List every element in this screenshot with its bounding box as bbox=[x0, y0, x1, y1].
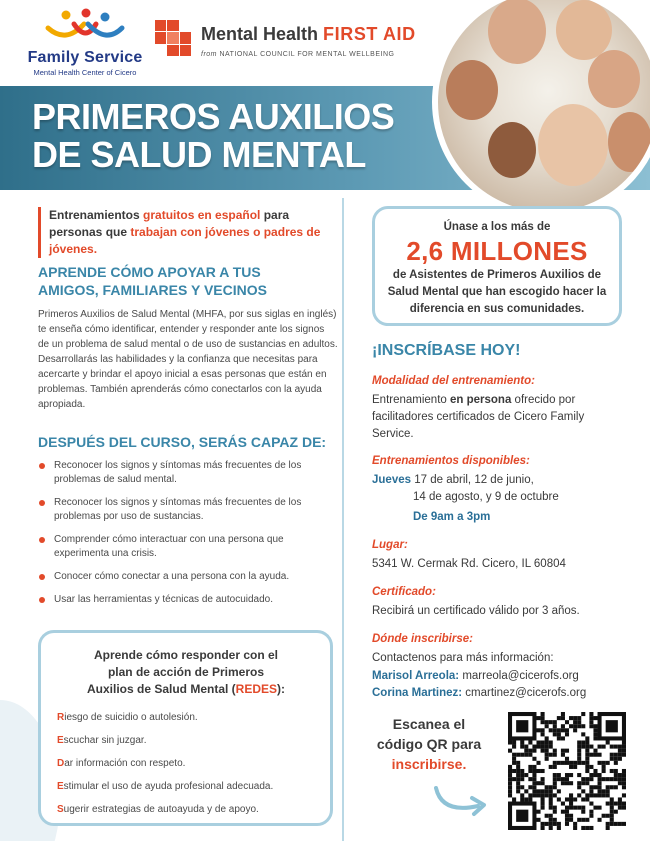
after-list bbox=[38, 459, 338, 616]
list-item-text: Comprender cómo interactuar con una persona que experimenta una crisis. bbox=[54, 534, 284, 559]
redes-letter: E bbox=[57, 781, 64, 792]
list-item bbox=[38, 459, 338, 487]
mhfa-title bbox=[201, 24, 416, 45]
family-service-subtitle: Mental Health Center of Cicero bbox=[33, 68, 137, 77]
redes-title-line3 bbox=[51, 681, 321, 698]
family-service-name: Family Service bbox=[27, 49, 143, 66]
modalidad-label: Modalidad del entrenamiento: bbox=[372, 375, 535, 387]
learn-heading-line2: AMIGOS, FAMILIARES Y VECINOS bbox=[38, 282, 267, 298]
mhfa-title-part2: FIRST AID bbox=[323, 24, 416, 44]
after-heading: DESPUÉS DEL CURSO, SERÁS CAPAZ DE: bbox=[38, 434, 327, 450]
page-title-line1: PRIMEROS AUXILIOS bbox=[32, 96, 395, 137]
page-title bbox=[32, 98, 394, 174]
certificado-label: Certificado: bbox=[372, 586, 436, 598]
family-figures-icon bbox=[20, 8, 150, 44]
list-item bbox=[57, 734, 273, 747]
contact-corina[interactable] bbox=[372, 685, 622, 702]
learn-paragraph: Primeros Auxilios de Salud Mental (MHFA, por sus siglas en inglés) te enseña cómo identificar, entender y responder ante los signos de un problema de salud mental o de uso de sustancias en adultos. Desarrollarás las habilidades y la confianza que necesitas para acercarte y brindar el apoyo inicial a esas personas que están en problemas. También aprenderás cómo conectarlos con la ayuda apropiada. bbox=[38, 309, 338, 410]
redes-box bbox=[38, 630, 333, 826]
redes-title-line1: Aprende cómo responder con el bbox=[93, 648, 279, 662]
mhfa-from-prefix: from bbox=[201, 51, 217, 58]
face-image bbox=[538, 104, 608, 186]
bullet-icon bbox=[39, 537, 45, 543]
list-item-text: Usar las herramientas y técnicas de autocuidado. bbox=[54, 594, 274, 605]
column-divider bbox=[342, 198, 344, 841]
face-image bbox=[588, 50, 640, 108]
modalidad-text-c: ofrecido por facilitadores certificados de Cicero Family Service. bbox=[372, 394, 585, 440]
mhfa-from-org: NATIONAL COUNCIL FOR MENTAL WELLBEING bbox=[219, 51, 395, 58]
redes-title-line3c: ): bbox=[277, 682, 286, 696]
join-line3: de Asistentes de Primeros Auxilios de Salud Mental que han escogido hacer la diferencia en sus comunidades. bbox=[387, 269, 607, 315]
contact-name: Marisol Arreola: bbox=[372, 670, 460, 682]
donde-label: Dónde inscribirse: bbox=[372, 633, 473, 645]
list-item bbox=[38, 533, 338, 561]
scan-line2: código QR para bbox=[376, 736, 482, 752]
modalidad-text-a: Entrenamiento bbox=[372, 394, 450, 406]
intro-part4: trabajan con jóvenes o padres de jóvenes. bbox=[49, 225, 321, 256]
join-big-number: 2,6 MILLONES bbox=[406, 236, 588, 266]
face-image bbox=[488, 0, 546, 64]
scan-line1: Escanea el bbox=[392, 716, 466, 732]
learn-heading-line1: APRENDE CÓMO APOYAR A TUS bbox=[38, 264, 261, 280]
list-item-text: Reconocer los signos y síntomas más frecuentes de los problemas por uso de sustancias. bbox=[54, 497, 302, 522]
list-item-text: Reconocer los signos y síntomas más frecuentes de los problemas de salud mental. bbox=[54, 460, 302, 485]
contact-name: Corina Martinez: bbox=[372, 687, 463, 699]
redes-text: ar información con respeto. bbox=[64, 758, 186, 769]
lugar-label: Lugar: bbox=[372, 539, 408, 551]
bullet-icon bbox=[39, 463, 45, 469]
redes-letter: E bbox=[57, 735, 64, 746]
mhfa-title-part1: Mental Health bbox=[201, 24, 324, 44]
redes-letter: S bbox=[57, 804, 64, 815]
lugar-text: 5341 W. Cermak Rd. Cicero, IL 60804 bbox=[372, 558, 566, 570]
intro-text bbox=[38, 207, 338, 258]
list-item bbox=[57, 757, 273, 770]
list-item bbox=[38, 570, 338, 584]
contact-email[interactable]: cmartinez@cicerofs.org bbox=[462, 687, 587, 699]
dates-line1-row bbox=[372, 472, 622, 489]
list-item-text: Conocer cómo conectar a una persona con la ayuda. bbox=[54, 571, 290, 582]
redes-title-line2: plan de acción de Primeros bbox=[107, 665, 265, 679]
dates-line2: 14 de agosto, y 9 de octubre bbox=[413, 491, 559, 503]
face-image bbox=[488, 122, 536, 178]
dates-line1: 17 de abril, 12 de junio, bbox=[414, 474, 534, 486]
page-title-line2: DE SALUD MENTAL bbox=[32, 134, 366, 175]
learn-heading bbox=[38, 263, 338, 299]
bullet-icon bbox=[39, 574, 45, 580]
list-item bbox=[57, 780, 273, 793]
jueves-label: Jueves bbox=[372, 474, 412, 486]
certificado-text: Recibirá un certificado válido por 3 años. bbox=[372, 605, 580, 617]
redes-letter: R bbox=[57, 712, 65, 723]
bullet-icon bbox=[39, 597, 45, 603]
list-item bbox=[57, 711, 273, 724]
join-line1: Únase a los más de bbox=[443, 221, 551, 233]
list-item bbox=[38, 593, 338, 607]
list-item bbox=[57, 803, 273, 816]
qr-code-icon[interactable] bbox=[508, 712, 626, 830]
list-item bbox=[38, 496, 338, 524]
face-image bbox=[608, 112, 650, 172]
redes-text: scuchar sin juzgar. bbox=[63, 735, 147, 746]
redes-text: iesgo de suicidio o autolesión. bbox=[64, 712, 198, 723]
scan-line3: inscribirse. bbox=[391, 756, 467, 772]
time-text: De 9am a 3pm bbox=[413, 511, 491, 523]
redes-list bbox=[57, 711, 273, 826]
contact-email[interactable]: marreola@cicerofs.org bbox=[459, 670, 579, 682]
join-box bbox=[372, 206, 622, 326]
curved-arrow-icon bbox=[432, 784, 496, 818]
redes-acronym: REDES bbox=[235, 682, 278, 696]
modalidad-text-b: en persona bbox=[450, 394, 512, 406]
intro-part1: Entrenamientos bbox=[49, 208, 144, 222]
redes-title-line3a: Auxilios de Salud Mental ( bbox=[86, 682, 236, 696]
disponibles-label: Entrenamientos disponibles: bbox=[372, 455, 530, 467]
intro-part2: gratuitos en español bbox=[143, 208, 261, 222]
redes-title bbox=[51, 647, 321, 698]
mhfa-logo[interactable] bbox=[153, 18, 443, 68]
signup-heading: ¡INSCRÍBASE HOY! bbox=[372, 342, 521, 359]
contact-intro: Contactenos para más información: bbox=[372, 652, 554, 664]
contact-marisol[interactable] bbox=[372, 668, 622, 685]
scan-text bbox=[364, 714, 494, 774]
redes-text: ugerir estrategias de autoayuda y de apoyo. bbox=[63, 804, 259, 815]
redes-letter: D bbox=[57, 758, 65, 769]
face-image bbox=[446, 60, 498, 120]
redes-text: stimular el uso de ayuda profesional adecuada. bbox=[63, 781, 274, 792]
family-service-logo[interactable] bbox=[20, 8, 150, 80]
intro-part3: para personas que bbox=[49, 208, 290, 239]
mhfa-from-line bbox=[201, 51, 394, 58]
bullet-icon bbox=[39, 500, 45, 506]
modalidad-text bbox=[372, 392, 622, 443]
mhfa-cross-icon bbox=[153, 18, 193, 58]
